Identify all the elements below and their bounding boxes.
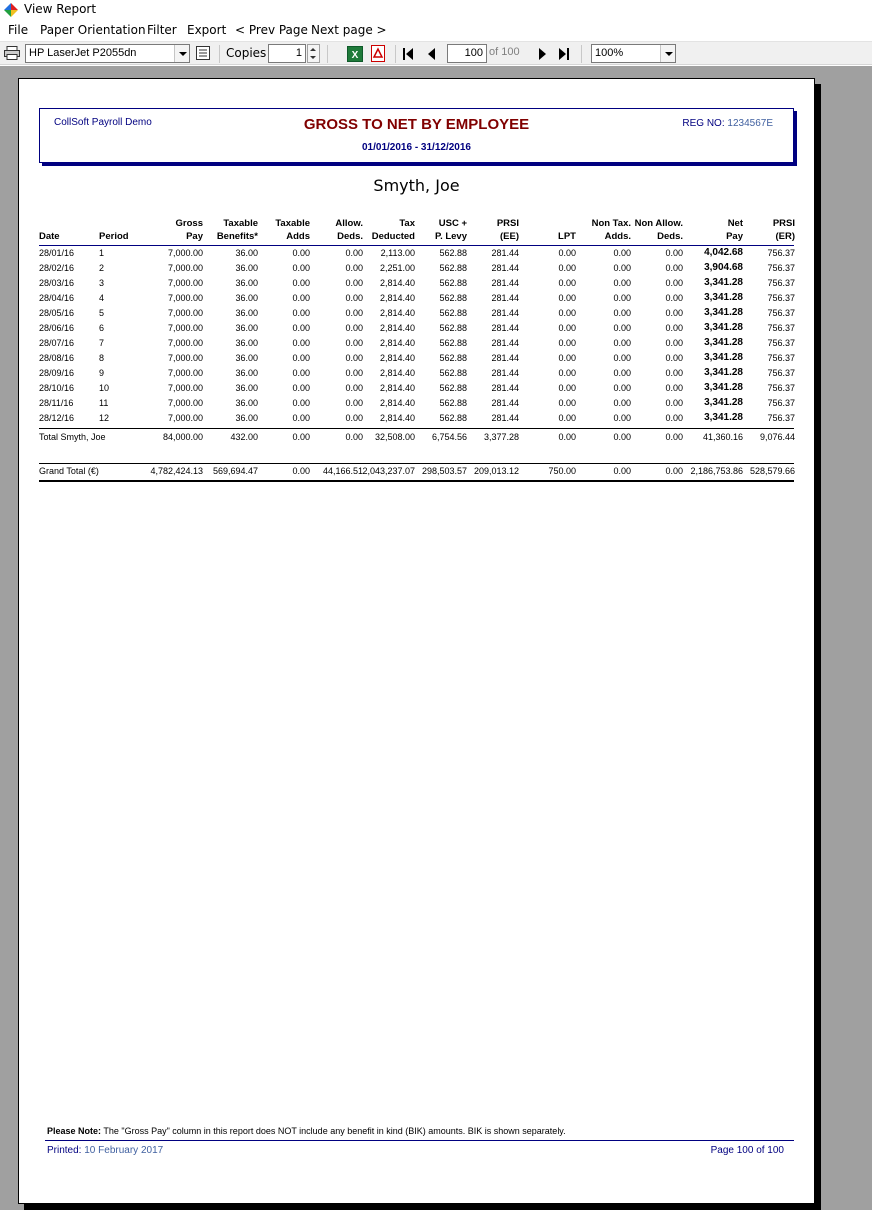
table-cell: 528,579.66: [749, 466, 795, 476]
printer-icon[interactable]: [4, 46, 20, 60]
table-cell: 41,360.16: [702, 432, 743, 442]
table-cell: 7,000.00: [167, 383, 203, 393]
table-cell: 7,000.00: [167, 398, 203, 408]
table-cell: 569,694.47: [212, 466, 258, 476]
column-header: Non Tax. Adds.: [591, 218, 631, 242]
table-cell: 281.44: [491, 398, 519, 408]
table-cell: 3,341.28: [704, 382, 743, 393]
table-cell: 0.00: [292, 368, 310, 378]
toolbar-separator: [395, 45, 396, 63]
table-cell: 0.00: [292, 308, 310, 318]
table-cell: 3,341.28: [704, 322, 743, 333]
table-cell: 3,341.28: [704, 307, 743, 318]
table-cell: 0.00: [613, 368, 631, 378]
excel-export-icon[interactable]: [347, 46, 363, 62]
table-cell: 2: [99, 263, 105, 273]
table-cell: 0.00: [292, 338, 310, 348]
table-cell: 0.00: [292, 432, 310, 442]
table-cell: 10: [99, 383, 110, 393]
table-cell: 28/07/16: [39, 338, 75, 348]
table-row: [39, 306, 794, 321]
zoom-select-value: 100%: [595, 47, 624, 59]
printer-properties-icon[interactable]: [195, 45, 211, 61]
table-cell: 0.00: [665, 263, 683, 273]
footer-divider: [45, 1140, 794, 1141]
table-cell: 0.00: [345, 383, 363, 393]
total-divider: [39, 428, 794, 429]
table-cell: 0.00: [665, 293, 683, 303]
table-cell: 0.00: [345, 308, 363, 318]
table-cell: 0.00: [613, 398, 631, 408]
column-header: Gross Pay: [175, 218, 203, 242]
table-cell: 36.00: [235, 278, 258, 288]
table-cell: 0.00: [613, 353, 631, 363]
table-row: [39, 336, 794, 351]
svg-text:X: X: [351, 50, 359, 61]
table-cell: 281.44: [491, 263, 519, 273]
table-cell: 0.00: [558, 338, 576, 348]
table-row: [39, 396, 794, 411]
prev-page-icon[interactable]: [426, 47, 440, 61]
table-cell: Grand Total (€): [39, 466, 99, 476]
table-cell: 0.00: [558, 323, 576, 333]
column-header: Date: [39, 231, 60, 242]
column-header: Taxable Benefits*: [216, 218, 258, 242]
table-cell: 0.00: [665, 248, 683, 258]
table-cell: 281.44: [491, 383, 519, 393]
table-cell: 562.88: [439, 293, 467, 303]
table-cell: 3: [99, 278, 105, 288]
note-text: The "Gross Pay" column in this report does NOT include any benefit in kind (BIK) amounts. BIK is shown separately.: [103, 1126, 566, 1136]
table-cell: 0.00: [558, 398, 576, 408]
column-header: Period: [99, 231, 129, 242]
table-cell: 281.44: [491, 293, 519, 303]
table-cell: 0.00: [613, 308, 631, 318]
menu-prev-page[interactable]: < Prev Page: [235, 23, 308, 37]
chevron-down-icon[interactable]: [660, 45, 675, 62]
table-cell: 0.00: [613, 383, 631, 393]
printed-label: Printed:: [47, 1145, 82, 1156]
table-cell: 0.00: [665, 368, 683, 378]
table-cell: 3,341.28: [704, 412, 743, 423]
table-cell: 7,000.00: [167, 308, 203, 318]
table-cell: 7,000.00: [167, 323, 203, 333]
table-cell: 281.44: [491, 338, 519, 348]
table-cell: 3,341.28: [704, 337, 743, 348]
table-cell: 0.00: [292, 383, 310, 393]
table-cell: 0.00: [292, 413, 310, 423]
table-cell: 7: [99, 338, 105, 348]
table-cell: 36.00: [235, 308, 258, 318]
printer-select-value: HP LaserJet P2055dn: [29, 47, 137, 59]
table-cell: 0.00: [345, 398, 363, 408]
table-cell: 0.00: [558, 278, 576, 288]
table-cell: 36.00: [235, 263, 258, 273]
table-cell: 28/12/16: [39, 413, 75, 423]
table-cell: 7,000.00: [167, 413, 203, 423]
table-cell: 9: [99, 368, 105, 378]
table-cell: 2,251.00: [379, 263, 415, 273]
table-cell: 84,000.00: [162, 432, 203, 442]
table-cell: 0.00: [665, 278, 683, 288]
report-note: [47, 1126, 566, 1136]
table-cell: 36.00: [235, 248, 258, 258]
table-cell: 562.88: [439, 353, 467, 363]
table-cell: 0.00: [613, 466, 631, 476]
gross-to-net-table: [39, 215, 794, 482]
menu-file[interactable]: File: [8, 23, 29, 37]
printed-date: [47, 1145, 163, 1156]
table-cell: 750.00: [548, 466, 576, 476]
next-page-icon[interactable]: [537, 47, 551, 61]
table-cell: 2,814.40: [379, 368, 415, 378]
page-footer: Page 100 of 100: [710, 1145, 784, 1156]
table-cell: 2,814.40: [379, 413, 415, 423]
page-count: of 100: [489, 46, 520, 58]
table-cell: 36.00: [235, 353, 258, 363]
table-cell: 0.00: [292, 466, 310, 476]
table-cell: 562.88: [439, 248, 467, 258]
table-cell: 756.37: [767, 383, 795, 393]
table-cell: 756.37: [767, 293, 795, 303]
table-cell: 3,904.68: [704, 262, 743, 273]
column-header: PRSI (ER): [772, 218, 795, 242]
table-row: [39, 351, 794, 366]
table-cell: 36.00: [235, 323, 258, 333]
toolbar-separator: [219, 45, 220, 63]
table-cell: 12: [99, 413, 110, 423]
column-header: Allow. Deds.: [335, 218, 363, 242]
table-cell: 7,000.00: [167, 338, 203, 348]
grand-total-underline: [39, 480, 794, 482]
column-header: Net Pay: [726, 218, 743, 242]
table-cell: 0.00: [558, 383, 576, 393]
table-cell: 28/05/16: [39, 308, 75, 318]
printer-select[interactable]: [25, 44, 190, 63]
table-cell: 28/02/16: [39, 263, 75, 273]
table-cell: 0.00: [345, 432, 363, 442]
table-cell: 0.00: [665, 398, 683, 408]
table-cell: 0.00: [665, 353, 683, 363]
table-cell: 281.44: [491, 368, 519, 378]
table-cell: 0.00: [292, 323, 310, 333]
table-cell: 562.88: [439, 368, 467, 378]
table-cell: 6,754.56: [431, 432, 467, 442]
table-cell: 0.00: [345, 323, 363, 333]
table-cell: 756.37: [767, 413, 795, 423]
table-cell: 281.44: [491, 278, 519, 288]
table-cell: 756.37: [767, 338, 795, 348]
menu-export[interactable]: Export: [187, 23, 227, 37]
table-cell: 209,013.12: [473, 466, 519, 476]
table-cell: 0.00: [665, 413, 683, 423]
table-header-row: [39, 215, 794, 245]
company-name: CollSoft Payroll Demo: [54, 117, 152, 128]
reg-number-value: 1234567E: [727, 118, 773, 129]
first-page-icon[interactable]: [402, 47, 416, 61]
column-header: PRSI (EE): [496, 218, 519, 242]
table-cell: 0.00: [665, 383, 683, 393]
menu-filter[interactable]: Filter: [147, 23, 177, 37]
table-cell: 0.00: [558, 293, 576, 303]
table-cell: 0.00: [345, 368, 363, 378]
table-cell: 0.00: [292, 278, 310, 288]
report-title: GROSS TO NET BY EMPLOYEE: [303, 116, 530, 133]
table-cell: 2,814.40: [379, 308, 415, 318]
column-header: USC + P. Levy: [434, 218, 467, 242]
table-row: [39, 246, 794, 261]
table-cell: 28/11/16: [39, 398, 74, 408]
reg-number-label: REG NO:: [682, 118, 725, 129]
table-row: [39, 291, 794, 306]
table-cell: 0.00: [292, 353, 310, 363]
table-cell: 281.44: [491, 413, 519, 423]
table-row: [39, 261, 794, 276]
table-cell: 1: [99, 248, 105, 258]
table-cell: 298,503.57: [421, 466, 467, 476]
table-cell: 0.00: [613, 323, 631, 333]
table-cell: 0.00: [345, 278, 363, 288]
table-cell: 562.88: [439, 383, 467, 393]
table-cell: 432.00: [230, 432, 258, 442]
copies-input[interactable]: 1: [268, 44, 306, 63]
table-cell: 0.00: [345, 353, 363, 363]
table-cell: 28/06/16: [39, 323, 75, 333]
menu-bar: [0, 20, 872, 40]
table-cell: 281.44: [491, 248, 519, 258]
table-cell: 756.37: [767, 353, 795, 363]
page-number-input[interactable]: 100: [447, 44, 487, 63]
table-cell: 756.37: [767, 323, 795, 333]
table-cell: 562.88: [439, 308, 467, 318]
table-cell: 28/03/16: [39, 278, 75, 288]
table-cell: 4,042.68: [704, 247, 743, 258]
app-icon: [4, 3, 18, 17]
table-cell: 7,000.00: [167, 368, 203, 378]
table-cell: 7,000.00: [167, 248, 203, 258]
table-cell: 3,341.28: [704, 292, 743, 303]
table-cell: 7,000.00: [167, 263, 203, 273]
table-row: [39, 411, 794, 426]
grand-total-row: [39, 464, 794, 479]
reg-number: [682, 118, 773, 129]
report-viewer[interactable]: [0, 66, 872, 1210]
table-cell: 2,043,237.07: [362, 466, 415, 476]
toolbar-separator: [581, 45, 582, 63]
table-cell: 562.88: [439, 263, 467, 273]
employee-name: Smyth, Joe: [373, 176, 460, 195]
table-cell: 11: [99, 398, 109, 408]
table-cell: 0.00: [613, 338, 631, 348]
table-cell: Total Smyth, Joe: [39, 432, 106, 442]
table-cell: 7,000.00: [167, 353, 203, 363]
last-page-icon[interactable]: [558, 47, 572, 61]
employee-total-row: [39, 430, 794, 445]
window-title: View Report: [24, 2, 97, 16]
column-header: Taxable Adds: [275, 218, 310, 242]
chevron-down-icon[interactable]: [174, 45, 189, 62]
table-cell: 756.37: [767, 263, 795, 273]
table-cell: 756.37: [767, 398, 795, 408]
table-row: [39, 276, 794, 291]
table-cell: 0.00: [665, 432, 683, 442]
table-cell: 2,814.40: [379, 383, 415, 393]
table-cell: 2,814.40: [379, 338, 415, 348]
copies-label: Copies: [226, 46, 267, 60]
table-row: [39, 321, 794, 336]
table-cell: 0.00: [665, 338, 683, 348]
report-header: [39, 108, 794, 163]
table-cell: 281.44: [491, 308, 519, 318]
table-cell: 2,814.40: [379, 278, 415, 288]
table-cell: 4: [99, 293, 105, 303]
zoom-select[interactable]: [591, 44, 676, 63]
table-cell: 0.00: [292, 248, 310, 258]
table-cell: 562.88: [439, 398, 467, 408]
table-cell: 0.00: [558, 248, 576, 258]
table-cell: 28/04/16: [39, 293, 75, 303]
table-cell: 0.00: [613, 263, 631, 273]
table-cell: 0.00: [665, 323, 683, 333]
table-cell: 36.00: [235, 413, 258, 423]
table-cell: 756.37: [767, 248, 795, 258]
table-cell: 9,076.44: [759, 432, 795, 442]
table-cell: 32,508.00: [374, 432, 415, 442]
table-cell: 28/10/16: [39, 383, 75, 393]
table-cell: 281.44: [491, 323, 519, 333]
table-cell: 36.00: [235, 293, 258, 303]
table-cell: 2,814.40: [379, 398, 415, 408]
table-cell: 0.00: [558, 432, 576, 442]
table-cell: 2,814.40: [379, 323, 415, 333]
table-cell: 562.88: [439, 323, 467, 333]
menu-next-page[interactable]: Next page >: [311, 23, 387, 37]
report-period: 01/01/2016 - 31/12/2016: [362, 142, 471, 153]
table-cell: 44,166.51: [322, 466, 363, 476]
table-cell: 0.00: [292, 263, 310, 273]
table-cell: 6: [99, 323, 105, 333]
table-cell: 5: [99, 308, 105, 318]
table-cell: 3,341.28: [704, 367, 743, 378]
table-cell: 36.00: [235, 368, 258, 378]
table-cell: 0.00: [345, 263, 363, 273]
column-header: LPT: [558, 231, 576, 242]
table-cell: 756.37: [767, 368, 795, 378]
title-bar: [0, 0, 872, 20]
pdf-export-icon[interactable]: [370, 45, 386, 62]
table-cell: 2,186,753.86: [690, 466, 743, 476]
table-cell: 0.00: [345, 293, 363, 303]
table-cell: 0.00: [613, 278, 631, 288]
report-page: [18, 78, 815, 1204]
note-label: Please Note:: [47, 1126, 102, 1136]
table-cell: 562.88: [439, 413, 467, 423]
table-row: [39, 381, 794, 396]
table-cell: 0.00: [345, 248, 363, 258]
table-cell: 3,341.28: [704, 277, 743, 288]
table-cell: 0.00: [665, 466, 683, 476]
table-cell: 562.88: [439, 278, 467, 288]
table-cell: 7,000.00: [167, 278, 203, 288]
table-cell: 0.00: [345, 338, 363, 348]
table-cell: 36.00: [235, 383, 258, 393]
table-cell: 0.00: [558, 308, 576, 318]
table-cell: 0.00: [613, 432, 631, 442]
table-cell: 562.88: [439, 338, 467, 348]
table-cell: 2,814.40: [379, 293, 415, 303]
table-cell: 7,000.00: [167, 293, 203, 303]
table-cell: 28/08/16: [39, 353, 75, 363]
table-cell: 756.37: [767, 278, 795, 288]
table-cell: 0.00: [558, 413, 576, 423]
table-cell: 2,113.00: [380, 248, 415, 258]
table-cell: 0.00: [665, 308, 683, 318]
column-header: Tax Deducted: [371, 218, 415, 242]
printed-value: 10 February 2017: [84, 1145, 164, 1156]
toolbar-separator: [327, 45, 328, 63]
table-cell: 0.00: [292, 293, 310, 303]
table-cell: 0.00: [558, 368, 576, 378]
table-cell: 756.37: [767, 308, 795, 318]
table-cell: 0.00: [613, 248, 631, 258]
table-cell: 3,341.28: [704, 352, 743, 363]
table-cell: 36.00: [235, 398, 258, 408]
table-cell: 0.00: [558, 353, 576, 363]
menu-paper-orientation[interactable]: Paper Orientation: [40, 23, 146, 37]
column-header: Non Allow. Deds.: [634, 218, 683, 242]
table-cell: 0.00: [345, 413, 363, 423]
table-cell: 0.00: [613, 413, 631, 423]
table-cell: 28/01/16: [39, 248, 75, 258]
table-cell: 28/09/16: [39, 368, 75, 378]
toolbar: [0, 41, 872, 65]
table-cell: 2,814.40: [379, 353, 415, 363]
table-cell: 36.00: [235, 338, 258, 348]
table-cell: 3,377.28: [483, 432, 519, 442]
table-cell: 281.44: [491, 353, 519, 363]
table-cell: 8: [99, 353, 105, 363]
table-cell: 3,341.28: [704, 397, 743, 408]
table-row: [39, 366, 794, 381]
table-cell: 0.00: [558, 263, 576, 273]
table-cell: 0.00: [292, 398, 310, 408]
table-cell: 4,782,424.13: [150, 466, 203, 476]
table-cell: 0.00: [613, 293, 631, 303]
copies-stepper[interactable]: [307, 44, 320, 63]
